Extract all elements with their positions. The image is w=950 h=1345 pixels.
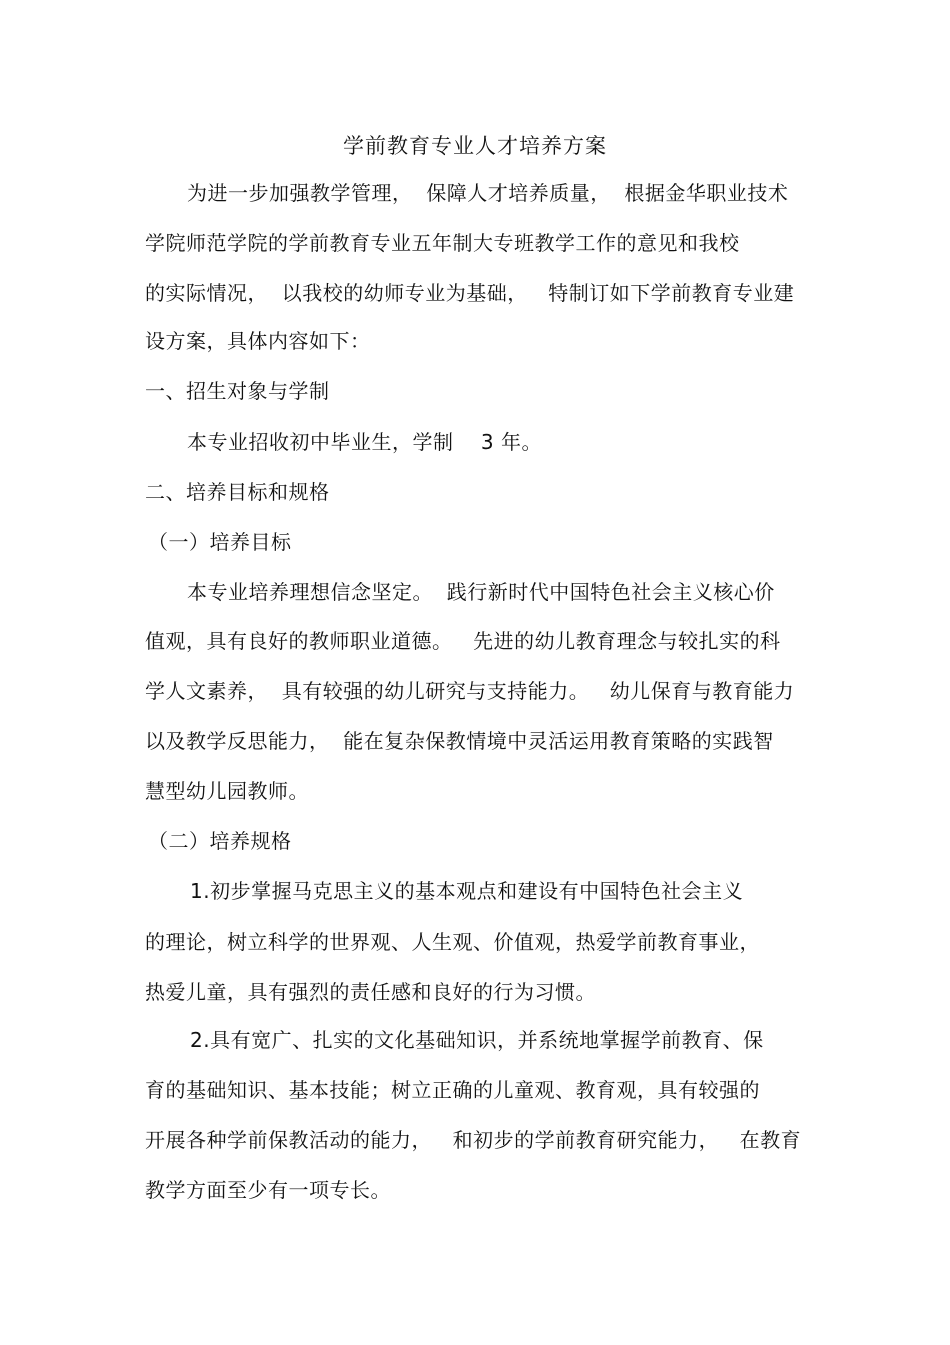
paragraph-line: 慧型幼儿园教师。 [145, 779, 309, 803]
paragraph-line: 学院师范学院的学前教育专业五年制大专班教学工作的意见和我校 [145, 231, 740, 255]
document-title: 学前教育专业人才培养方案 [343, 134, 607, 158]
paragraph-line: 教学方面至少有一项专长。 [145, 1178, 391, 1202]
paragraph-line: 以及教学反思能力， 能在复杂保教情境中灵活运用教育策略的实践智 [145, 729, 774, 753]
section-heading: 二、培养目标和规格 [145, 480, 330, 504]
paragraph-line: 本专业培养理想信念坚定。 践行新时代中国特色社会主义核心价 [187, 580, 775, 604]
paragraph-line: 值观，具有良好的教师职业道德。 先进的幼儿教育理念与较扎实的科 [145, 629, 781, 653]
section-heading: 一、招生对象与学制 [145, 379, 330, 403]
paragraph-line: 设方案，具体内容如下： [145, 329, 371, 353]
paragraph-line: 开展各种学前保教活动的能力， 和初步的学前教育研究能力， 在教育 [145, 1128, 802, 1152]
paragraph-line: 育的基础知识、基本技能；树立正确的儿童观、教育观，具有较强的 [145, 1078, 760, 1102]
subsection-heading: （二）培养规格 [148, 829, 292, 853]
paragraph-line: 2.具有宽广、扎实的文化基础知识，并系统地掌握学前教育、保 [190, 1028, 764, 1052]
paragraph-line: 热爱儿童，具有强烈的责任感和良好的行为习惯。 [145, 980, 596, 1004]
paragraph-line: 的实际情况， 以我校的幼师专业为基础， 特制订如下学前教育专业建 [145, 281, 795, 305]
paragraph-line: 的理论，树立科学的世界观、人生观、价值观，热爱学前教育事业， [145, 930, 760, 954]
paragraph-line: 为进一步加强教学管理， 保障人才培养质量， 根据金华职业技术 [187, 181, 789, 205]
paragraph-line: 本专业招收初中毕业生，学制 3 年。 [187, 430, 543, 454]
paragraph-line: 学人文素养， 具有较强的幼儿研究与支持能力。 幼儿保育与教育能力 [145, 679, 795, 703]
subsection-heading: （一）培养目标 [148, 530, 292, 554]
paragraph-line: 1.初步掌握马克思主义的基本观点和建设有中国特色社会主义 [190, 879, 744, 903]
